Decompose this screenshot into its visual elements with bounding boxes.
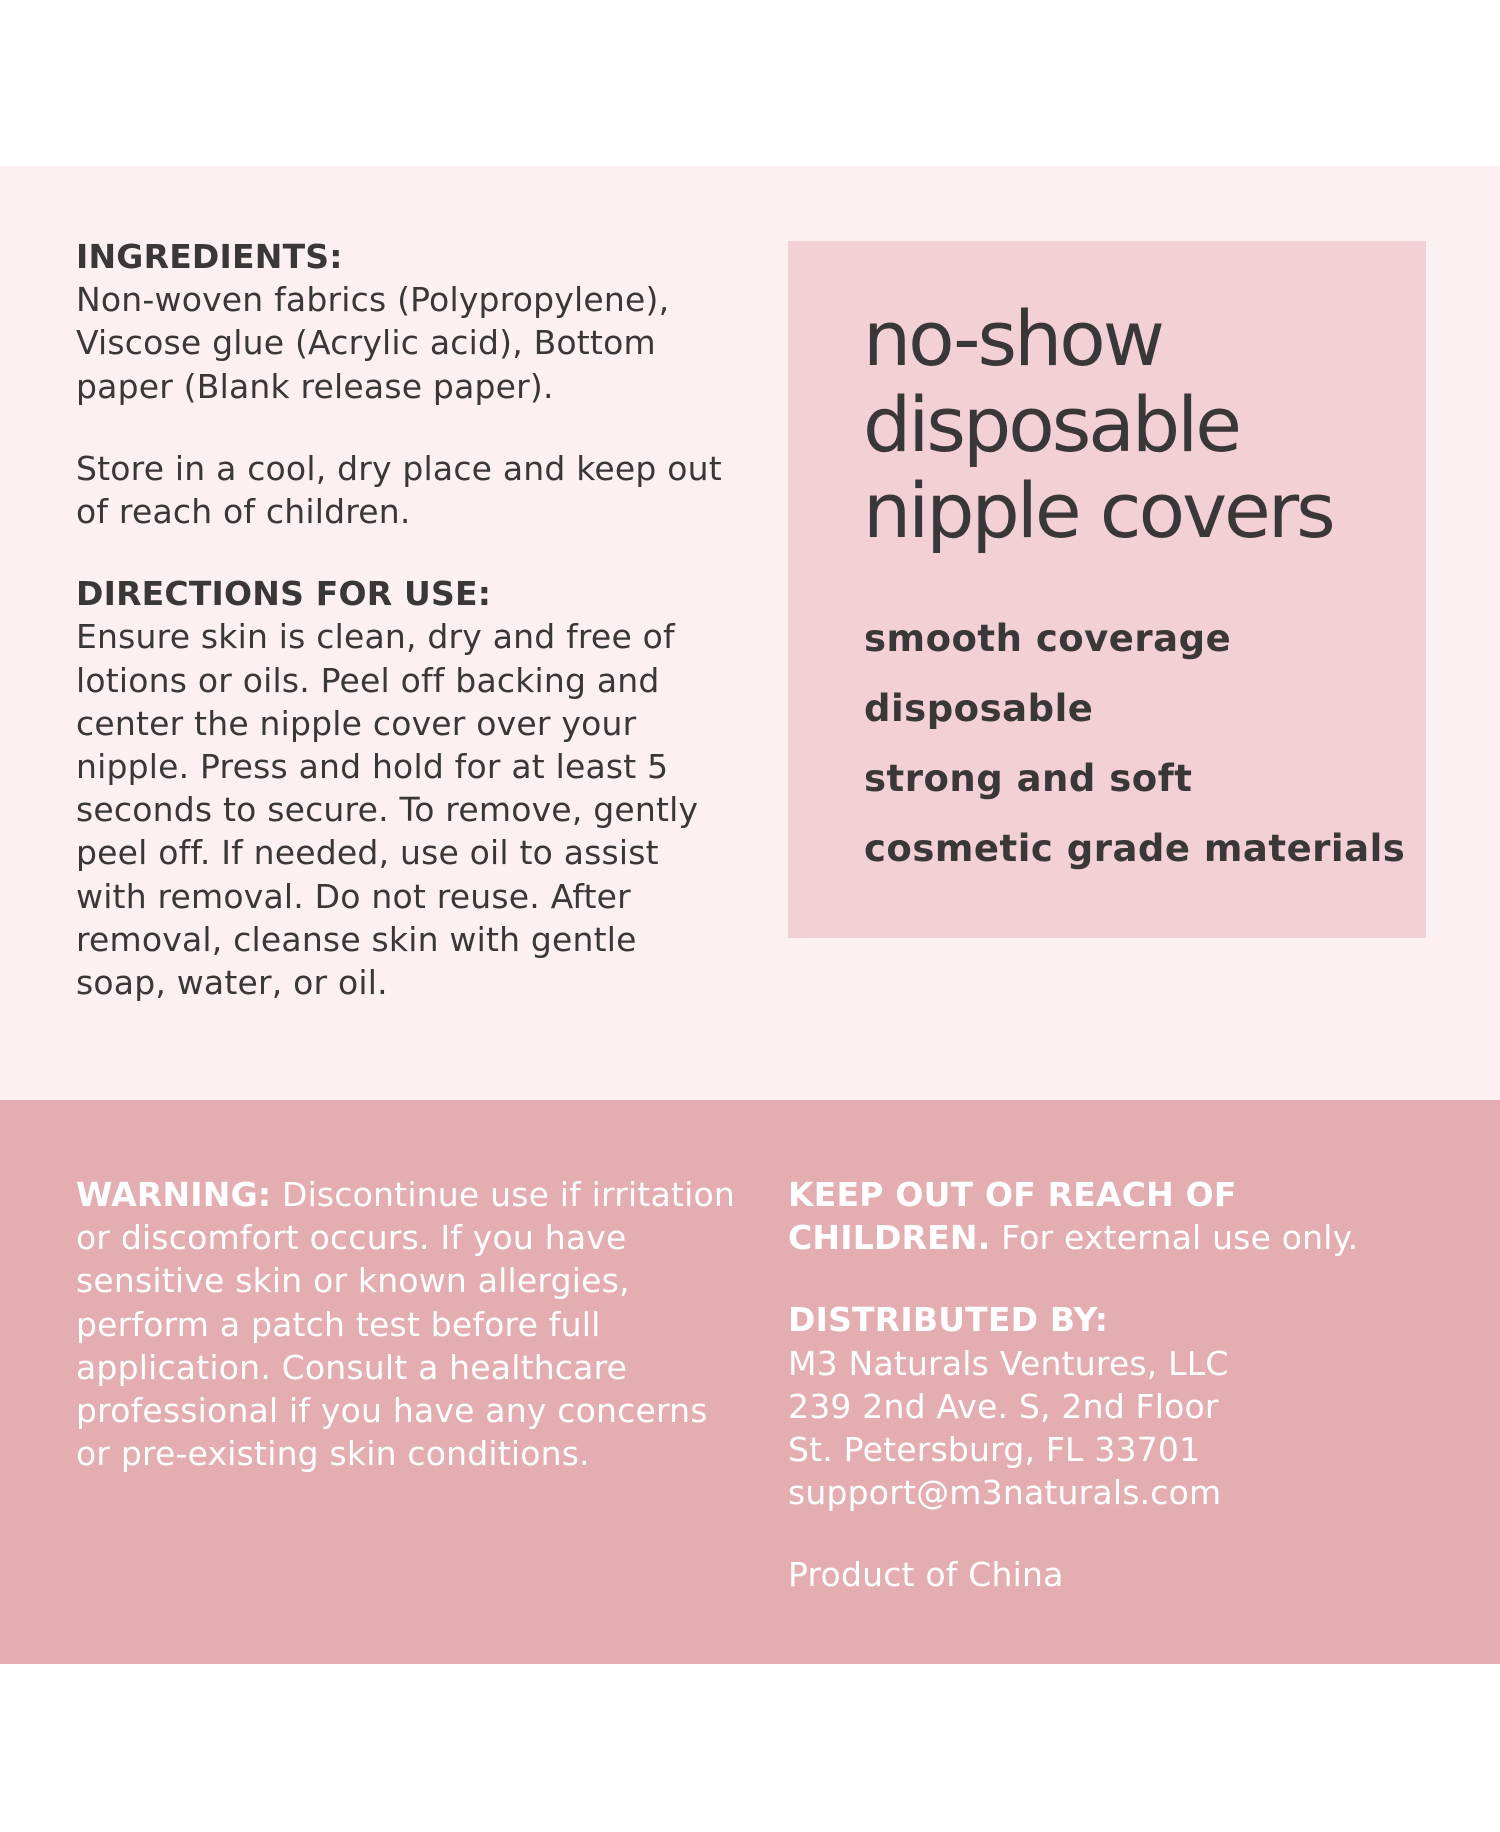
keep-out-heading-end: CHILDREN. <box>788 1218 991 1258</box>
distributor-section <box>788 1298 1428 1514</box>
warning-line: or pre-existing skin conditions. <box>76 1434 590 1474</box>
directions-line: nipple. Press and hold for at least 5 <box>76 747 669 787</box>
directions-line: with removal. Do not reuse. After <box>76 876 631 916</box>
storage-line: Store in a cool, dry place and keep out <box>76 448 722 488</box>
warning-first-line <box>76 1173 735 1216</box>
feature-item: strong and soft <box>864 757 1193 800</box>
ingredients-line: Non-woven fabrics (Polypropylene), <box>76 280 670 320</box>
storage-line: of reach of children. <box>76 492 411 532</box>
warning-heading: WARNING: <box>76 1175 272 1214</box>
product-title-line: no-show <box>863 294 1162 383</box>
warning-section <box>76 1173 735 1475</box>
directions-section <box>76 572 736 1004</box>
feature-list <box>864 604 1405 884</box>
directions-line: removal, cleanse skin with gentle <box>76 919 637 959</box>
feature-item: cosmetic grade materials <box>864 827 1406 870</box>
distributor-city: St. Petersburg, FL 33701 <box>788 1430 1201 1470</box>
warning-line: application. Consult a healthcare <box>76 1347 628 1387</box>
product-title <box>863 296 1423 554</box>
distribution-section <box>788 1173 1428 1597</box>
left-info-column <box>76 235 736 1004</box>
warning-text: Discontinue use if irritation <box>271 1175 735 1214</box>
product-title-line: disposable <box>863 380 1239 469</box>
distributor-email: support@m3naturals.com <box>788 1473 1222 1513</box>
distributor-address: 239 2nd Ave. S, 2nd Floor <box>788 1386 1219 1426</box>
distributor-name: M3 Naturals Ventures, LLC <box>788 1343 1229 1383</box>
ingredients-line: paper (Blank release paper). <box>76 366 554 406</box>
warning-line: perform a patch test before full <box>76 1304 601 1344</box>
ingredients-heading: INGREDIENTS: <box>76 237 343 276</box>
directions-line: lotions or oils. Peel off backing and <box>76 660 660 700</box>
directions-line: center the nipple cover over your <box>76 703 637 743</box>
warning-line: or discomfort occurs. If you have <box>76 1218 627 1258</box>
directions-heading: DIRECTIONS FOR USE: <box>76 574 492 614</box>
directions-line: seconds to secure. To remove, gently <box>76 790 699 830</box>
feature-item: disposable <box>864 687 1094 730</box>
directions-line: Ensure skin is clean, dry and free of <box>76 617 675 657</box>
product-feature-box <box>788 241 1426 938</box>
external-use-text: For external use only. <box>990 1218 1359 1258</box>
directions-line: peel off. If needed, use oil to assist <box>76 833 659 873</box>
distributor-heading: DISTRIBUTED BY: <box>788 1300 1109 1340</box>
ingredients-section <box>76 235 736 408</box>
storage-section <box>76 447 736 533</box>
product-title-line: nipple covers <box>863 466 1333 555</box>
feature-item: smooth coverage <box>864 617 1232 660</box>
keep-out-line <box>788 1216 1428 1259</box>
directions-line: soap, water, or oil. <box>76 963 388 1003</box>
warning-line: sensitive skin or known allergies, <box>76 1261 630 1301</box>
keep-out-heading: KEEP OUT OF REACH OF <box>788 1175 1237 1214</box>
keep-out-section <box>788 1173 1428 1259</box>
warning-line: professional if you have any concerns <box>76 1391 708 1431</box>
ingredients-line: Viscose glue (Acrylic acid), Bottom <box>76 323 656 363</box>
product-origin: Product of China <box>788 1555 1064 1595</box>
